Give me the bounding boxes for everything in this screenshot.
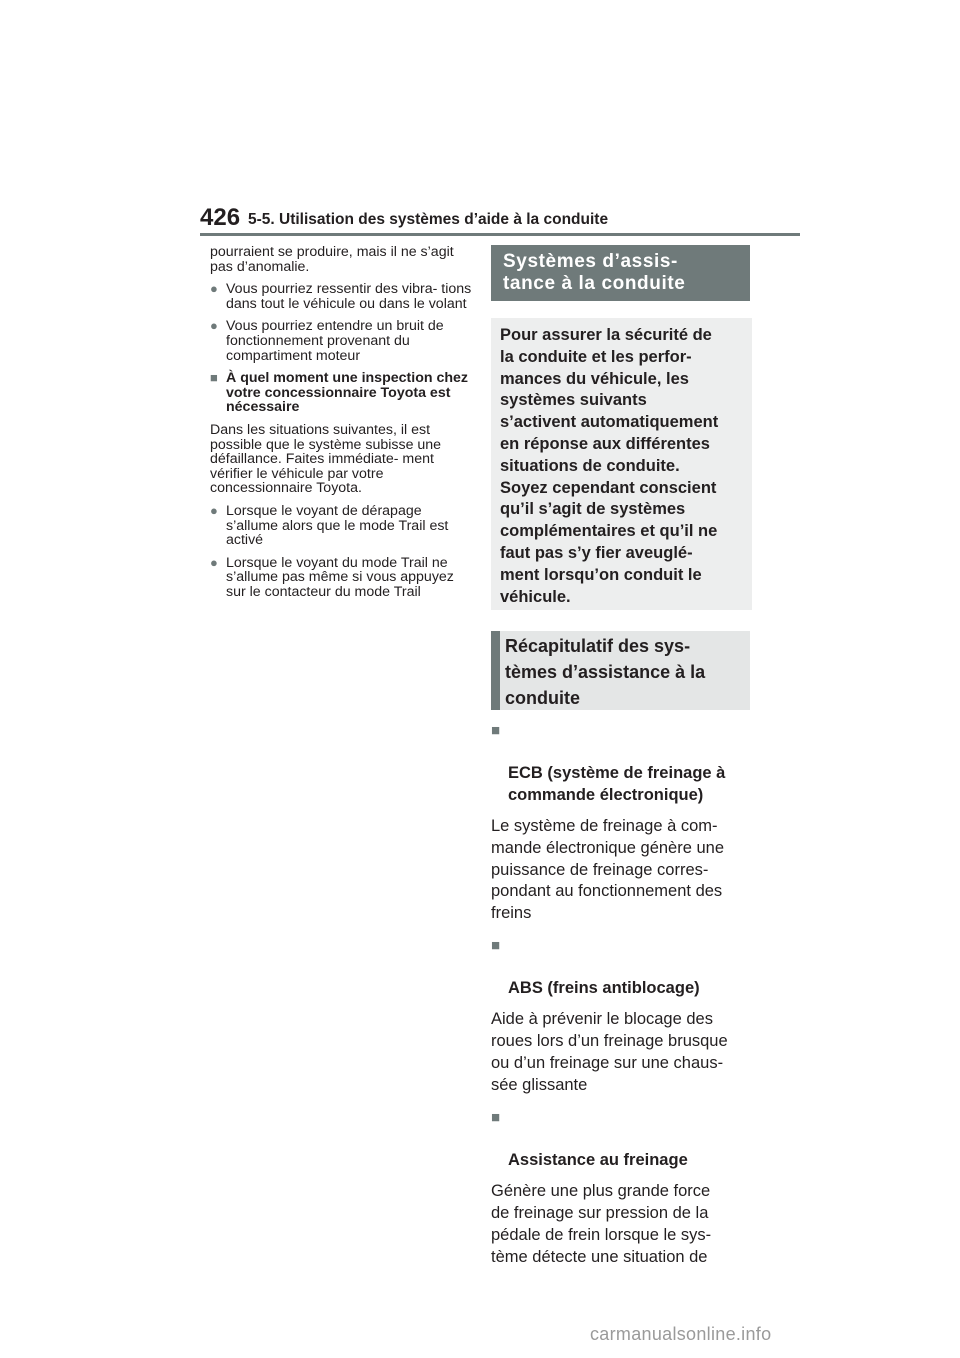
list-item bbox=[210, 504, 472, 548]
inspection-heading bbox=[210, 371, 472, 415]
system-description: Aide à prévenir le blocage des roues lors d’un freinage brusque ou d’un freinage sur une chaus- sée glissante bbox=[491, 1010, 728, 1094]
system-description: Génère une plus grande force de freinage sur pression de la pédale de frein lorsque le sys- tème détecte une situation de bbox=[491, 1182, 712, 1266]
square-heading-icon: ■ bbox=[491, 722, 501, 739]
system-description: Le système de freinage à com- mande électronique génère une puissance de freinage corres- pondant au fonctionnement des freins bbox=[491, 817, 725, 923]
system-heading bbox=[491, 1107, 751, 1172]
system-heading-text: ECB (système de freinage à commande électronique) bbox=[508, 764, 726, 804]
circle-bullet-icon: ● bbox=[210, 502, 218, 518]
list-item-text: Lorsque le voyant du mode Trail ne s’allume pas même si vous appuyez sur le contacteur du mode Trail bbox=[226, 554, 454, 600]
intro-box: Pour assurer la sécurité de la conduite et les perfor- mances du véhicule, les systèmes suivants s’activent automatiquement en réponse aux différentes situations de conduite. Soyez cependant conscient qu’il s’agit de systèmes complémentaires et qu’il ne faut pas s’y fier aveuglé- ment lorsqu’on conduit le véhicule. bbox=[491, 318, 752, 610]
right-column bbox=[491, 245, 751, 1278]
inspection-paragraph: Dans les situations suivantes, il est possible que le système subisse une défaillance. Faites immédiate- ment vérifier le véhicule par votre concessionnaire Toyota. bbox=[210, 421, 442, 497]
circle-bullet-icon: ● bbox=[210, 318, 218, 334]
square-heading-icon: ■ bbox=[210, 370, 218, 386]
list-item-text: Vous pourriez entendre un bruit de fonctionnement provenant du compartiment moteur bbox=[226, 318, 444, 364]
list-item-text: Lorsque le voyant de dérapage s’allume alors que le mode Trail est activé bbox=[226, 502, 449, 549]
system-heading bbox=[491, 720, 751, 806]
list-item bbox=[210, 282, 472, 311]
list-item bbox=[210, 556, 472, 600]
circle-bullet-icon: ● bbox=[210, 281, 218, 297]
section-title: 5-5. Utilisation des systèmes d’aide à la conduite bbox=[248, 211, 609, 228]
header-rule bbox=[200, 233, 800, 236]
page-header bbox=[200, 204, 800, 236]
page-number: 426 bbox=[200, 204, 241, 231]
square-heading-icon: ■ bbox=[491, 1108, 501, 1126]
list-item-text: Vous pourriez ressentir des vibra- tions dans tout le véhicule ou dans le volant bbox=[226, 281, 472, 312]
square-heading-icon: ■ bbox=[491, 936, 501, 954]
list-item bbox=[210, 319, 472, 363]
inspection-heading-text: À quel moment une inspection chez votre concessionnaire Toyota est nécessaire bbox=[226, 370, 469, 416]
left-column bbox=[210, 245, 472, 607]
circle-bullet-icon: ● bbox=[210, 554, 218, 570]
system-heading-text: Assistance au freinage bbox=[508, 1150, 688, 1169]
subheading-box: Récapitulatif des sys- tèmes d’assistance à la conduite bbox=[491, 631, 750, 710]
watermark: carmanualsonline.info bbox=[590, 1324, 772, 1344]
system-heading bbox=[491, 935, 751, 1000]
continuation-paragraph: pourraient se produire, mais il ne s’agit pas d’anomalie. bbox=[210, 244, 454, 275]
section-title-box: Systèmes d’assis- tance à la conduite bbox=[491, 245, 750, 301]
system-heading-text: ABS (freins antiblocage) bbox=[508, 978, 700, 997]
systems-list bbox=[491, 720, 751, 1268]
